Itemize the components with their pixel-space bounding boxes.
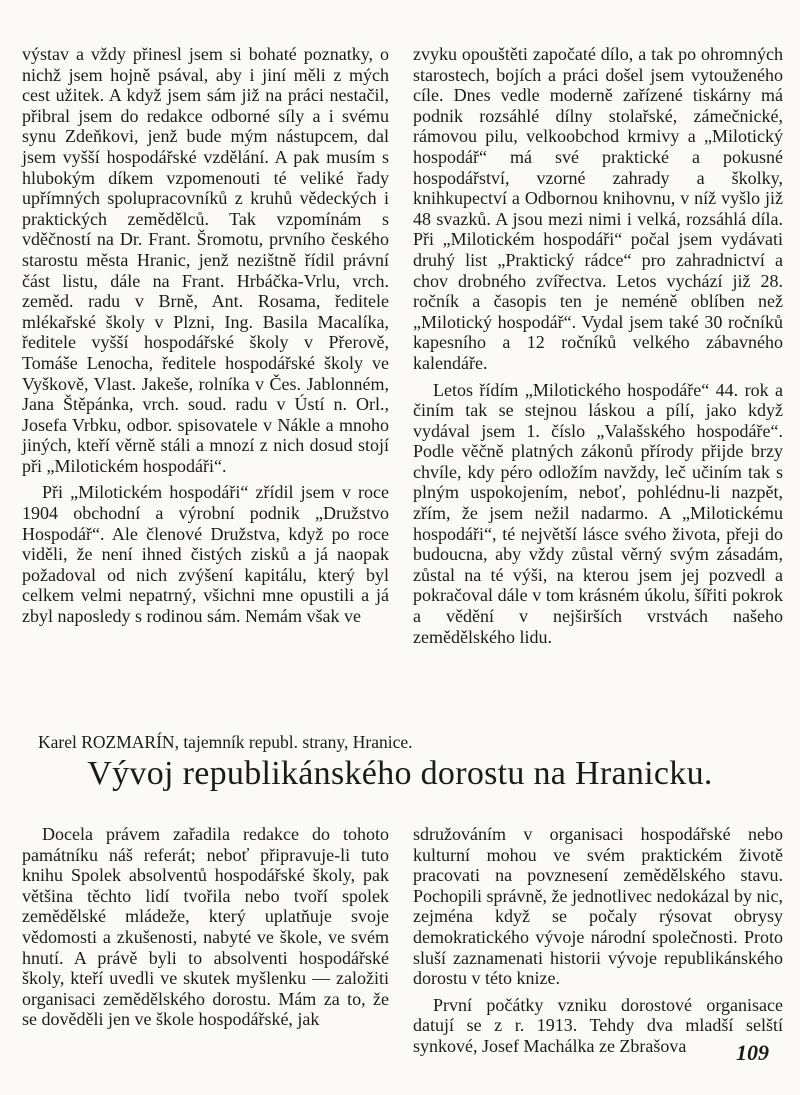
paragraph: První počátky vzniku dorostové organisace datují se z r. 1913. Tehdy dva mladší selští synkové, Josef Machálka ze Zbrašova xyxy=(413,994,783,1056)
article-left-column xyxy=(22,824,389,1030)
article-byline: Karel ROZMARÍN, tajemník republ. strany, Hranice. xyxy=(38,732,413,752)
paragraph: Docela právem zařadila redakce do tohoto památníku náš referát; neboť připravuje-li tuto knihu Spolek absolventů hospodářské školy, pak většina těchto lidí tvořila nebo tvoří spolek zemědělské mládeže, který uplatňuje svoje vědomosti a zkušenosti, nabyté ve škole, ve svém hnutí. A právě byli to absolventi hospodářské školy, kteří uvedli ve skutek myšlenku — založiti organisaci zemědělského dorostu. Mám za to, že se dověděli jen ve škole hospodářské, jak xyxy=(22,824,389,1030)
paragraph: výstav a vždy přinesl jsem si bohaté poznatky, o nichž jsem hojně psával, aby i jiní měli z mých cest užitek. A když jsem sám již na práci nestačil, přibral jsem do redakce odborné síly a i svému synu Zdeňkovi, jenž bude mým nástupcem, dal jsem vyšší hospodářské vzdělání. A pak musím s hlubokým díkem vzpomenouti té veliké řady upřímných spolupracovníků z kruhů vědeckých i praktických zemědělců. Tak vzpomínám s vděčností na Dr. Frant. Šromotu, prvního českého starostu města Hranic, jenž nezištně řídil právní část listu, dále na Frant. Hrbáčka-Vrlu, vrch. zeměd. radu v Brně, Ant. Rosama, ředitele mlékařské školy v Plzni, Ing. Basila Macalíka, ředitele vyšší hospodářské školy v Přerově, Tomáše Lenocha, ředitele hospodářské školy ve Vyškově, Vlast. Jakeše, rolníka v Čes. Jablonném, Jana Štěpánka, vrch. soud. radu v Ústí n. Orl., Josefa Vrbku, odbor. spisovatele v Nákle a mnoho jiných, kteří věrně stáli a mnozí z nich dosud stojí při „Milotickém hospodáři“. xyxy=(22,44,389,476)
paragraph: sdružováním v organisaci hospodářské nebo kulturní mohou ve svém praktickém životě pracovati na povznesení zemědělského stavu. Pochopili správně, že jednotlivec nedokázal by nic, zejména když se počaly rýsovat obrysy demokratického vývoje národní společnosti. Proto sluší zaznamenati historii vývoje republikánského dorostu v této knize. xyxy=(413,824,783,989)
paragraph: Při „Milotickém hospodáři“ zřídil jsem v roce 1904 obchodní a výrobní podnik „Družstvo Hospodář“. Ale členové Družstva, když po roce viděli, že není ihned čistých zisků a já naopak požadoval od nich zvýšení kapitálu, který byl celkem velmi nepatrný, všichni mne opustili a já zbyl naposledy s rodinou sám. Nemám však ve xyxy=(22,482,389,627)
article-right-column xyxy=(413,824,783,1057)
paragraph: zvyku opouštěti započaté dílo, a tak po ohromných starostech, bojích a práci došel jsem vytouženého cíle. Dnes vedle moderně zařízené tiskárny má podnik rozsáhlé dílny stolařské, zámečnické, rámovou pilu, velkoobchod krmivy a „Milotický hospodář“ má své praktické a pokusné hospodářství, vzorné zahrady a školky, knihkupectví a Odbornou knihovnu, v níž vyšlo již 48 svazků. A jsou mezi nimi i velká, rozsáhlá díla. Při „Milotickém hospodáři“ počal jsem vydávati druhý list „Praktický rádce“ pro zahradnictví a chov drobného zvířectva. Letos vychází již 28. ročník a časopis ten je neméně oblíben než „Milotický hospodář“. Vydal jsem také 30 ročníků kapesního a 12 ročníků velkého zábavného kalendáře. xyxy=(413,44,783,373)
article-title: Vývoj republikánského dorostu na Hranicku. xyxy=(87,755,713,792)
top-right-column xyxy=(413,44,783,647)
page-number: 109 xyxy=(736,1040,769,1065)
top-left-column xyxy=(22,44,389,627)
paragraph: Letos řídím „Milotického hospodáře“ 44. rok a činím tak se stejnou láskou a pílí, jako když vydával jsem 1. číslo „Valašského hospodáře“. Podle věčně platných zákonů přírody přijde brzy chvíle, kdy péro odložím navždy, leč učiním tak s plným uspokojením, neboť, pohlédnu-li nazpět, zřím, že jsem nežil nadarmo. A „Milotickému hospodáři“, té největší lásce svého života, přeji do budoucna, aby vždy zůstal věrný svým zásadám, zůstal na té výši, na kterou jsem jej pozvedl a pokračoval dále v tom krásném úkolu, šířiti pokrok a vědění v nejširších vrstvách našeho zemědělského lidu. xyxy=(413,379,783,647)
